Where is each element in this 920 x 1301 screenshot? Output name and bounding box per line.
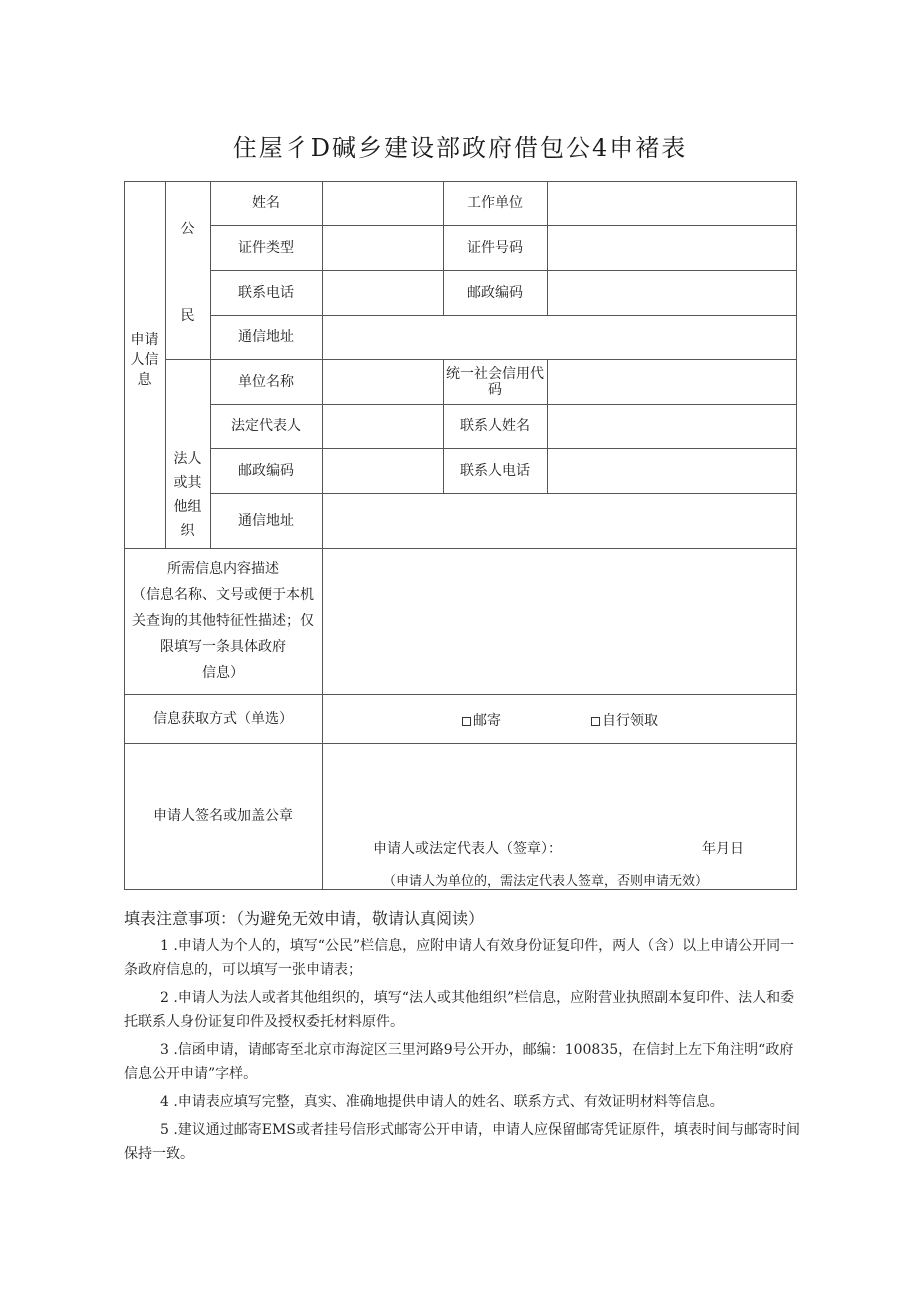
date-label: 年月日 — [702, 841, 744, 857]
id-type-field[interactable] — [322, 225, 443, 270]
note-item: 4 .申请表应填写完整，真实、准确地提供申请人的姓名、联系方式、有效证明材料等信息。 — [160, 1094, 724, 1110]
table-border-right — [796, 181, 797, 890]
credit-code-field[interactable] — [547, 359, 796, 404]
note-item: 1 .申请人为个人的，填写“公民”栏信息，应附申请人有效身份证复印件，两人（含）以上申请公开同一条政府信息的，可以填写一张申请表； — [124, 938, 795, 978]
note-item: 3 .信函申请，请邮寄至北京市海淀区三里河路9号公开办，邮编：100835，在信封上左下角注明“政府信息公开申请”字样。 — [124, 1042, 794, 1082]
work-unit-field[interactable] — [547, 181, 796, 225]
address-field[interactable] — [322, 315, 796, 359]
description-field[interactable] — [322, 548, 796, 694]
phone-field[interactable] — [322, 270, 443, 315]
contact-phone-field[interactable] — [547, 448, 796, 493]
legal-postcode-label: 邮政编码 — [238, 462, 294, 479]
legal-label-4: 织 — [180, 523, 195, 539]
work-unit-label: 工作单位 — [467, 195, 523, 211]
name-field[interactable] — [322, 181, 443, 225]
applicant-info-label — [124, 320, 165, 400]
description-line-1: 所需信息内容描述 — [167, 561, 279, 577]
legal-rep-field[interactable] — [322, 404, 443, 448]
unit-name-field[interactable] — [322, 359, 443, 404]
postcode-field[interactable] — [547, 270, 796, 315]
legal-label-2: 或其 — [173, 475, 202, 491]
description-line-3: 关查询的其他特征性描述；仅 — [132, 613, 314, 629]
pickup-checkbox[interactable] — [591, 717, 600, 726]
phone-label: 联系电话 — [238, 284, 294, 301]
description-line-2: （信息名称、文号或便于本机 — [132, 587, 314, 603]
page-title: 住屋彳D碱乡建设部政府借包公4申褚表 — [232, 134, 688, 162]
signature-note: （申请人为单位的，需法定代表人签章，否则申请无效） — [383, 874, 709, 889]
applicant-info-text: 申请人信息 — [130, 332, 159, 388]
contact-name-field[interactable] — [547, 404, 796, 448]
postcode-label: 邮政编码 — [467, 284, 523, 301]
id-number-field[interactable] — [547, 225, 796, 270]
legal-label-3: 他组 — [173, 499, 202, 515]
notes-section — [124, 906, 804, 1166]
notes-heading: 填表注意事项：（为避免无效申请，敬请认真阅读） — [124, 909, 485, 928]
unit-name-label: 单位名称 — [238, 373, 294, 390]
description-line-5: 信息） — [202, 665, 244, 681]
citizen-label-1: 公 — [180, 221, 195, 237]
legal-postcode-field[interactable] — [322, 448, 443, 493]
address-label: 通信地址 — [238, 329, 294, 345]
legal-label-1: 法人 — [173, 451, 202, 467]
legal-rep-label: 法定代表人 — [231, 418, 301, 434]
signature-line: 申请人或法定代表人（签章）： — [373, 841, 562, 857]
note-item: 5 .建议通过邮寄EMS或者挂号信形式邮寄公开申请，申请人应保留邮寄凭证原件，填表时间与邮寄时间保持一致。 — [124, 1122, 800, 1162]
credit-code-text: 统一社会信用代码 — [446, 365, 544, 398]
name-label: 姓名 — [252, 195, 280, 211]
description-line-4: 限填写一条具体政府 — [160, 639, 286, 655]
description-label — [124, 548, 322, 694]
method-label: 信息获取方式（单选） — [153, 710, 293, 727]
method-pickup-option[interactable] — [591, 710, 658, 730]
pickup-label: 自行领取 — [602, 713, 658, 729]
signature-label: 申请人签名或加盖公章 — [153, 808, 293, 824]
legal-address-field[interactable] — [322, 493, 796, 548]
id-type-label: 证件类型 — [238, 239, 294, 256]
legal-address-label: 通信地址 — [238, 512, 294, 529]
credit-code-label — [443, 359, 547, 404]
mail-checkbox[interactable] — [462, 717, 471, 726]
method-mail-option[interactable] — [462, 710, 501, 730]
table-border-bottom — [124, 889, 797, 890]
id-number-label: 证件号码 — [467, 239, 523, 256]
note-item: 2 .申请人为法人或者其他组织的，填写“法人或其他组织”栏信息，应附营业执照副本复印件、法人和委托联系人身份证复印件及授权委托材料原件。 — [124, 990, 795, 1030]
contact-phone-label: 联系人电话 — [460, 462, 530, 479]
citizen-label-2: 民 — [180, 308, 195, 324]
contact-name-label: 联系人姓名 — [460, 418, 530, 434]
mail-label: 邮寄 — [473, 713, 501, 729]
